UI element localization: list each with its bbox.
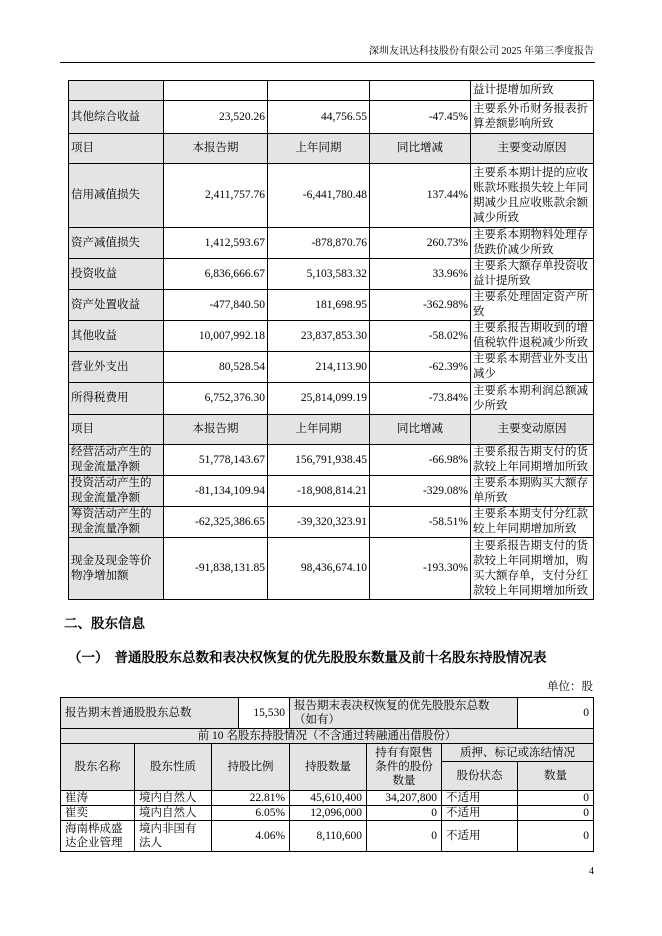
prior-cell: 181,698.95 <box>268 290 370 321</box>
current-cell: -477,840.50 <box>164 290 268 321</box>
prior-cell: 98,436,674.10 <box>268 538 370 600</box>
table-row <box>69 259 594 290</box>
table-row <box>61 821 594 852</box>
item-cell: 投资活动产生的现金流量净额 <box>69 476 164 507</box>
holder-pledge-status: 不适用 <box>442 821 518 852</box>
column-header-current: 本报告期 <box>164 415 268 445</box>
subsection-heading <box>68 650 547 666</box>
header-row <box>69 415 594 445</box>
common-total-label: 报告期末普通股股东总数 <box>61 698 239 729</box>
current-cell <box>164 81 268 101</box>
column-header-pledge-qty: 数量 <box>518 762 594 791</box>
column-header-reason: 主要变动原因 <box>471 415 594 445</box>
table-row <box>69 538 594 600</box>
holder-ratio: 22.81% <box>212 791 290 806</box>
prior-cell: 5,103,583.32 <box>268 259 370 290</box>
current-cell: 23,520.26 <box>164 101 268 134</box>
change-cell: 137.44% <box>370 164 471 228</box>
prior-cell <box>268 81 370 101</box>
page-number: 4 <box>589 866 594 877</box>
item-cell: 其他收益 <box>69 321 164 352</box>
change-cell <box>370 81 471 101</box>
column-header-change: 同比增减 <box>370 134 471 164</box>
column-header-restricted: 持有有限售条件的股份数量 <box>367 744 442 791</box>
holder-pledge-status: 不适用 <box>442 806 518 821</box>
holder-ratio: 6.05% <box>212 806 290 821</box>
item-cell: 营业外支出 <box>69 352 164 383</box>
reason-cell: 主要系本期物料处理存货跌价减少所致 <box>471 228 594 259</box>
current-cell: 2,411,757.76 <box>164 164 268 228</box>
table-row <box>69 321 594 352</box>
item-cell: 投资收益 <box>69 259 164 290</box>
common-total-value: 15,530 <box>239 698 290 729</box>
item-cell: 资产处置收益 <box>69 290 164 321</box>
prior-cell: 23,837,853.30 <box>268 321 370 352</box>
reason-cell: 主要系外币财务报表折算差额影响所致 <box>471 101 594 134</box>
reason-cell: 主要系本期购买大额存单所致 <box>471 476 594 507</box>
column-header-pledge-group: 质押、标记或冻结情况 <box>442 744 594 762</box>
prior-cell: -878,870.76 <box>268 228 370 259</box>
preferred-total-label: 报告期末表决权恢复的优先股股东总数（如有） <box>290 698 518 729</box>
prior-cell: -6,441,780.48 <box>268 164 370 228</box>
reason-cell: 主要系报告期支付的货款较上年同期增加所致 <box>471 445 594 476</box>
prior-cell: 44,756.55 <box>268 101 370 134</box>
change-cell: -62.39% <box>370 352 471 383</box>
reason-cell: 主要系本期计提的应收账款坏账损失较上年同期减少且应收账款余额减少所致 <box>471 164 594 228</box>
reason-cell: 主要系报告期收到的增值税软件退税减少所致 <box>471 321 594 352</box>
column-header-name: 股东名称 <box>61 744 135 791</box>
holder-name: 海南桦成盛达企业管理 <box>61 821 135 852</box>
holder-pledge-qty: 0 <box>518 791 594 806</box>
preferred-total-value: 0 <box>518 698 594 729</box>
table-row <box>69 383 594 415</box>
change-cell: -73.84% <box>370 383 471 415</box>
column-header-item: 项目 <box>69 134 164 164</box>
header-rule <box>60 62 595 63</box>
item-cell <box>69 81 164 101</box>
reason-cell: 主要系处理固定资产所致 <box>471 290 594 321</box>
reason-cell: 主要系报告期支付的货款较上年同期增加，购买大额存单，支付分红款较上年同期增加所致 <box>471 538 594 600</box>
holder-restricted: 0 <box>367 806 442 821</box>
column-header-pledge-status: 股份状态 <box>442 762 518 791</box>
current-cell: 1,412,593.67 <box>164 228 268 259</box>
current-cell: 80,528.54 <box>164 352 268 383</box>
prior-cell: -39,320,323.91 <box>268 507 370 538</box>
table-row <box>69 445 594 476</box>
change-cell: -193.30% <box>370 538 471 600</box>
item-cell: 其他综合收益 <box>69 101 164 134</box>
column-header-ratio: 持股比例 <box>212 744 290 791</box>
holder-name: 崔奕 <box>61 806 135 821</box>
table-row <box>69 352 594 383</box>
change-cell: -58.51% <box>370 507 471 538</box>
holder-restricted: 34,207,800 <box>367 791 442 806</box>
column-header-change: 同比增减 <box>370 415 471 445</box>
change-cell: -47.45% <box>370 101 471 134</box>
column-header-prior: 上年同期 <box>268 415 370 445</box>
reason-cell: 益计提增加所致 <box>471 81 594 101</box>
holder-pledge-qty: 0 <box>518 821 594 852</box>
column-header-shares: 持股数量 <box>290 744 367 791</box>
prior-cell: 25,814,099.19 <box>268 383 370 415</box>
subsection-title: 普通股股东总数和表决权恢复的优先股股东数量及前十名股东持股情况表 <box>114 650 547 665</box>
page-header: 深圳友讯达科技股份有限公司 2025 年第三季度报告 <box>369 46 594 57</box>
table-row <box>69 164 594 228</box>
reason-cell: 主要系大额存单投资收益计提所致 <box>471 259 594 290</box>
prior-cell: -18,908,814.21 <box>268 476 370 507</box>
change-cell: -66.98% <box>370 445 471 476</box>
current-cell: -62,325,386.65 <box>164 507 268 538</box>
table-row <box>69 476 594 507</box>
reason-cell: 主要系本期利润总额减少所致 <box>471 383 594 415</box>
change-table <box>68 80 594 600</box>
holder-shares: 12,096,000 <box>290 806 367 821</box>
item-cell: 筹资活动产生的现金流量净额 <box>69 507 164 538</box>
change-cell: 33.96% <box>370 259 471 290</box>
item-cell: 现金及现金等价物净增加额 <box>69 538 164 600</box>
change-cell: -329.08% <box>370 476 471 507</box>
column-header-current: 本报告期 <box>164 134 268 164</box>
column-header-prior: 上年同期 <box>268 134 370 164</box>
current-cell: -81,134,109.94 <box>164 476 268 507</box>
holder-nature: 境内非国有法人 <box>135 821 212 852</box>
column-header-reason: 主要变动原因 <box>471 134 594 164</box>
caption-row <box>61 729 594 744</box>
summary-row <box>61 698 594 729</box>
prior-cell: 156,791,938.45 <box>268 445 370 476</box>
reason-cell: 主要系本期营业外支出减少 <box>471 352 594 383</box>
current-cell: -91,838,131.85 <box>164 538 268 600</box>
table-row-continued <box>69 81 594 101</box>
current-cell: 6,752,376.30 <box>164 383 268 415</box>
table-row <box>69 228 594 259</box>
table-row <box>69 290 594 321</box>
column-header-item: 项目 <box>69 415 164 445</box>
holder-ratio: 4.06% <box>212 821 290 852</box>
holder-name: 崔涛 <box>61 791 135 806</box>
table-row <box>69 101 594 134</box>
current-cell: 6,836,666.67 <box>164 259 268 290</box>
holder-pledge-qty: 0 <box>518 806 594 821</box>
table-row <box>61 791 594 806</box>
current-cell: 10,007,992.18 <box>164 321 268 352</box>
header-row <box>61 744 594 762</box>
shareholder-table <box>60 697 594 852</box>
change-cell: -362.98% <box>370 290 471 321</box>
holder-nature: 境内自然人 <box>135 791 212 806</box>
item-cell: 所得税费用 <box>69 383 164 415</box>
item-cell: 经营活动产生的现金流量净额 <box>69 445 164 476</box>
item-cell: 资产减值损失 <box>69 228 164 259</box>
change-cell: -58.02% <box>370 321 471 352</box>
unit-label: 单位：股 <box>547 681 593 693</box>
item-cell: 信用减值损失 <box>69 164 164 228</box>
holder-restricted: 0 <box>367 821 442 852</box>
reason-cell: 主要系本期支付分红款较上年同期增加所致 <box>471 507 594 538</box>
table-row <box>69 507 594 538</box>
table-row <box>61 806 594 821</box>
current-cell: 51,778,143.67 <box>164 445 268 476</box>
change-cell: 260.73% <box>370 228 471 259</box>
section-title: 二、股东信息 <box>64 616 145 631</box>
holder-shares: 8,110,600 <box>290 821 367 852</box>
holder-shares: 45,610,400 <box>290 791 367 806</box>
subsection-number: （一） <box>68 650 109 665</box>
holder-pledge-status: 不适用 <box>442 791 518 806</box>
column-header-nature: 股东性质 <box>135 744 212 791</box>
top10-caption: 前 10 名股东持股情况（不含通过转融通出借股份） <box>61 729 594 744</box>
prior-cell: 214,113.90 <box>268 352 370 383</box>
header-row <box>69 134 594 164</box>
holder-nature: 境内自然人 <box>135 806 212 821</box>
